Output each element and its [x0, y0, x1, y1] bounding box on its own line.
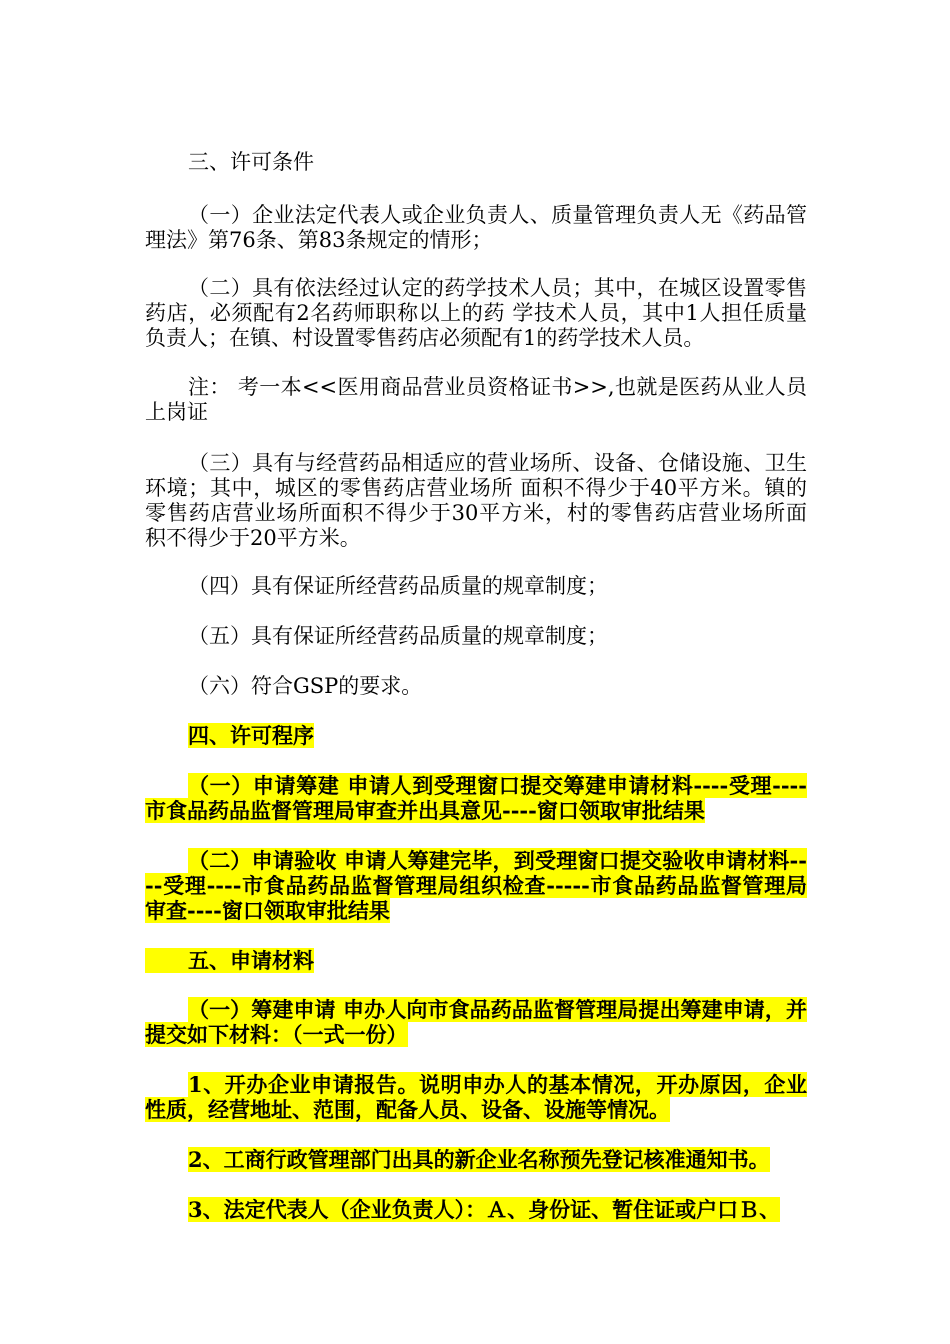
section-3-item-2-text: （二）具有依法经过认定的药学技术人员；其中，在城区设置零售药店，必须配有2名药师职称以上的药 学技术人员，其中1人担任质量负责人；在镇、村设置零售药店必须配有1的药学技术人员。 [145, 276, 807, 350]
section-4-item-1 [145, 773, 807, 823]
section-5-heading-text: 五、申请材料 [145, 948, 314, 973]
section-5-item-4-text: 3、法定代表人（企业负责人）：Ａ、身份证、暂住证或户口Ｂ、 [188, 1197, 781, 1222]
section-5-item-1-text: （一）筹建申请 申办人向市食品药品监督管理局提出筹建申请，并提交如下材料：（一式一份） [145, 997, 807, 1047]
section-3-item-6 [145, 674, 807, 699]
section-4-item-1-text: （一）申请筹建 申请人到受理窗口提交筹建申请材料----受理----市食品药品监督管理局审查并出具意见----窗口领取审批结果 [145, 773, 807, 823]
section-5-item-3-text: 2、工商行政管理部门出具的新企业名称预先登记核准通知书。 [188, 1147, 770, 1172]
section-5-item-1 [145, 997, 807, 1047]
section-3-item-2 [145, 276, 807, 351]
section-3-item-6-text: （六）符合GSP的要求。 [188, 674, 423, 698]
section-5-item-4 [145, 1197, 807, 1222]
section-5-item-2 [145, 1072, 807, 1122]
section-3-heading [145, 150, 807, 175]
section-3-heading-text: 三、许可条件 [188, 150, 314, 174]
section-3-item-3-text: （三）具有与经营药品相适应的营业场所、设备、仓储设施、卫生环境；其中，城区的零售药店营业场所 面积不得少于40平方米。镇的零售药店营业场所面积不得少于30平方米，村的零售药店营业场所面 积不得少于20平方米。 [145, 451, 807, 550]
section-4-item-2 [145, 848, 807, 923]
section-5-item-3 [145, 1147, 807, 1172]
section-3-item-5-text: （五）具有保证所经营药品质量的规章制度； [188, 624, 608, 648]
section-3-note [145, 375, 807, 425]
section-3-item-1 [145, 203, 807, 253]
section-5-heading [145, 948, 807, 973]
section-3-item-3 [145, 451, 807, 551]
section-5-item-2-text: 1、开办企业申请报告。说明申办人的基本情况，开办原因，企业性质，经营地址、范围，配备人员、设备、设施等情况。 [145, 1072, 807, 1122]
section-3-note-text: 注： 考一本<<医用商品营业员资格证书>>,也就是医药从业人员上岗证 [145, 375, 807, 424]
section-4-item-2-text: （二）申请验收 申请人筹建完毕，到受理窗口提交验收申请材料----受理----市食品药品监督管理局组织检查-----市食品药品监督管理局审查----窗口领取审批结果 [145, 848, 807, 923]
section-3-item-4-text: （四）具有保证所经营药品质量的规章制度； [188, 574, 608, 598]
section-3-item-5 [145, 624, 807, 649]
section-3-item-4 [145, 574, 807, 599]
section-4-heading [145, 723, 807, 748]
section-4-heading-text: 四、许可程序 [188, 723, 314, 748]
section-3-item-1-text: （一）企业法定代表人或企业负责人、质量管理负责人无《药品管理法》第76条、第83条规定的情形； [145, 203, 807, 252]
